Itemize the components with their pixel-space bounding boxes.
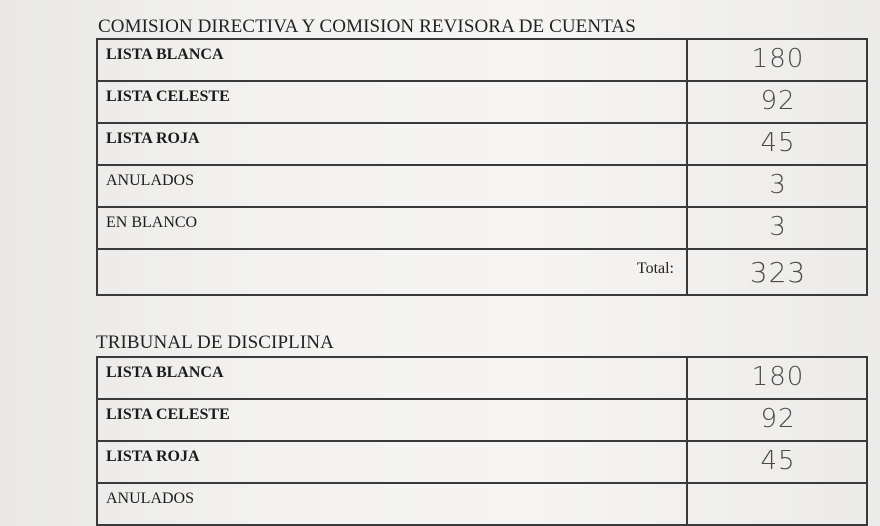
section-title-comision: COMISION DIRECTIVA Y COMISION REVISORA DE CUENTAS [98,16,636,37]
row-label: LISTA BLANCA [106,364,224,381]
row-label: ANULADOS [106,490,194,507]
table-row [96,358,868,400]
row-label: LISTA BLANCA [106,46,224,63]
column-divider [686,164,688,208]
table-row [96,124,868,166]
table-row [96,166,868,208]
column-divider [686,440,688,484]
row-label: LISTA ROJA [106,448,200,465]
results-table-tribunal [96,356,868,526]
column-divider [686,38,688,82]
column-divider [686,356,688,400]
results-table-comision [96,38,868,296]
table-row [96,82,868,124]
row-label: LISTA ROJA [106,130,200,147]
column-divider [686,482,688,526]
row-label: LISTA CELESTE [106,88,230,105]
row-label: LISTA CELESTE [106,406,230,423]
section-title-tribunal: TRIBUNAL DE DISCIPLINA [96,332,334,353]
column-divider [686,206,688,250]
vote-count: 3 [769,212,787,242]
table-row [96,40,868,82]
row-label: EN BLANCO [106,214,198,231]
total-label: Total: [636,260,674,277]
vote-count: 3 [769,170,787,200]
vote-count: 180 [751,362,805,392]
column-divider [686,248,688,296]
column-divider [686,122,688,166]
vote-count: 45 [760,128,796,158]
vote-count: 180 [751,44,805,74]
table-row [96,484,868,526]
table-row [96,442,868,484]
table-row [96,400,868,442]
vote-count: 92 [760,86,796,116]
total-value: 323 [749,256,807,289]
total-row [96,250,868,296]
row-label: ANULADOS [106,172,194,189]
column-divider [686,80,688,124]
vote-count: 92 [760,404,796,434]
vote-count: 45 [760,446,796,476]
column-divider [686,398,688,442]
table-row [96,208,868,250]
